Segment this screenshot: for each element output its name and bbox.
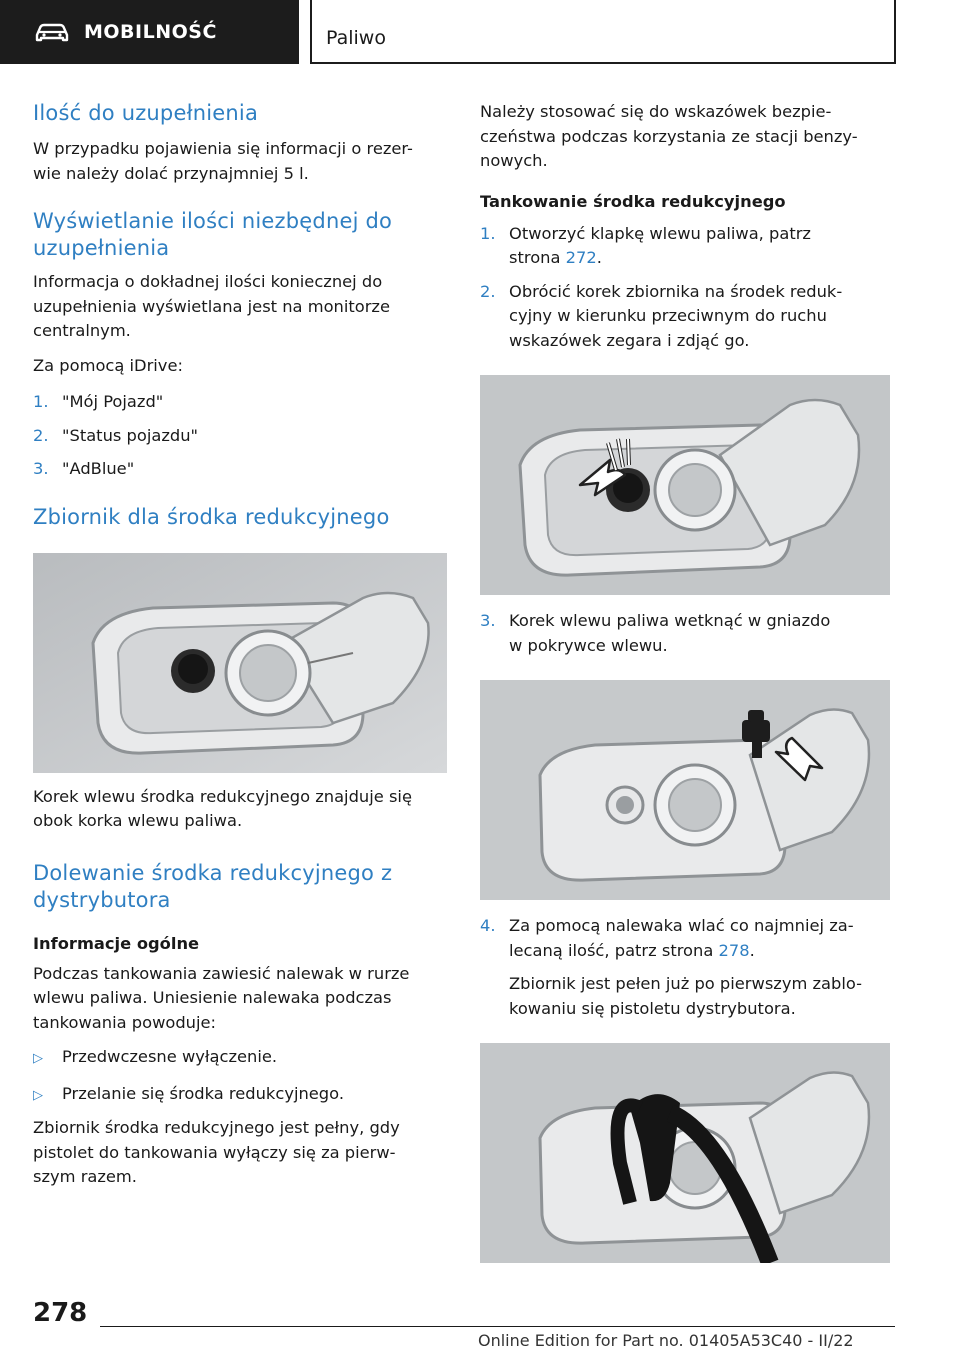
page-number: 278 bbox=[33, 1298, 88, 1328]
right-column bbox=[480, 100, 890, 1263]
paragraph-general: Podczas tankowania zawiesić nalewak w rurze wlewu paliwa. Uniesienie nalewaka podczas tankowania powoduje: bbox=[33, 963, 410, 1032]
list-item: 3. Korek wlewu paliwa wetknąć w gniazdo w pokrywce wlewu. bbox=[480, 611, 831, 655]
footer-edition: Online Edition for Part no. 01405A53C40 - II/22 bbox=[478, 1331, 854, 1350]
refuel-steps bbox=[480, 222, 890, 354]
paragraph-idrive: Za pomocą iDrive: bbox=[33, 355, 183, 375]
car-icon bbox=[34, 21, 70, 43]
triangle-bullet-icon: ▷ bbox=[33, 1087, 43, 1103]
paragraph-safety: Należy stosować się do wskazówek bezpie- czeństwa podczas korzystania ze stacji benzy- nowych. bbox=[480, 102, 858, 170]
page-link[interactable]: 272 bbox=[565, 248, 597, 267]
heading-refill: Dolewanie środka redukcyjnego z dystrybutora bbox=[33, 860, 393, 912]
heading-tank: Zbiornik dla środka redukcyjnego bbox=[33, 504, 390, 529]
cap-holder-image bbox=[480, 680, 890, 900]
list-item: 3. "AdBlue" bbox=[33, 459, 135, 478]
chapter-title: Paliwo bbox=[326, 27, 386, 49]
page-link[interactable]: 278 bbox=[718, 940, 750, 960]
idrive-steps bbox=[33, 390, 447, 482]
section-tab bbox=[0, 0, 299, 64]
paragraph-display: Informacja o dokładnej ilości koniecznej do uzupełnienia wyświetlana jest na monitorze centralnym. bbox=[33, 272, 390, 340]
heading-general: Informacje ogólne bbox=[33, 933, 200, 953]
filling-nozzle-image bbox=[480, 1043, 890, 1263]
heading-amount: Ilość do uzupełnienia bbox=[33, 101, 259, 125]
refuel-steps-final bbox=[480, 914, 890, 1021]
step-note: Zbiornik jest pełen już po pierwszym zablo- kowaniu się pistoletu dystrybutora. bbox=[509, 974, 863, 1018]
list-item: 1. Otworzyć klapkę wlewu paliwa, patrz strona 272. bbox=[480, 223, 811, 267]
list-item: 2. Obrócić korek zbiornika na środek reduk- cyjny w kierunku przeciwnym do ruchu wskazówek zegara i zdjąć go. bbox=[480, 281, 843, 350]
list-item: ▷ Przedwczesne wyłączenie. bbox=[33, 1045, 447, 1072]
list-item: 2. "Status pojazdu" bbox=[33, 425, 199, 445]
list-item: 1. "Mój Pojazd" bbox=[33, 392, 164, 411]
remove-cap-image bbox=[480, 375, 890, 595]
paragraph-amount: W przypadku pojawienia się informacji o rezer- wie należy dolać przynajmniej 5 l. bbox=[33, 139, 413, 183]
section-title: MOBILNOŚĆ bbox=[84, 21, 217, 43]
heading-refuel: Tankowanie środka redukcyjnego bbox=[480, 191, 786, 211]
list-item: ▷ Przelanie się środka redukcyjnego. bbox=[33, 1082, 447, 1109]
paragraph-full: Zbiornik środka redukcyjnego jest pełny, gdy pistolet do tankowania wyłączy się za pierw- szym razem. bbox=[33, 1118, 400, 1186]
footer-divider bbox=[100, 1326, 895, 1327]
refuel-steps-cont bbox=[480, 609, 890, 658]
chapter-header bbox=[310, 0, 896, 64]
heading-display: Wyświetlanie ilości niezbędnej do uzupełnienia bbox=[33, 209, 393, 260]
left-column bbox=[33, 100, 447, 1190]
bullet-list bbox=[33, 1045, 447, 1108]
paragraph-cap: Korek wlewu środka redukcyjnego znajduje się obok korka wlewu paliwa. bbox=[33, 786, 412, 830]
list-item: 4. Za pomocą nalewaka wlać co najmniej za- lecaną ilość, patrz strona 278. Zbiornik jest pełen już po pierwszym zablo- kowaniu się pistoletu dystrybutora. bbox=[480, 914, 890, 1021]
triangle-bullet-icon: ▷ bbox=[33, 1051, 43, 1066]
filler-flap-image bbox=[33, 553, 447, 773]
